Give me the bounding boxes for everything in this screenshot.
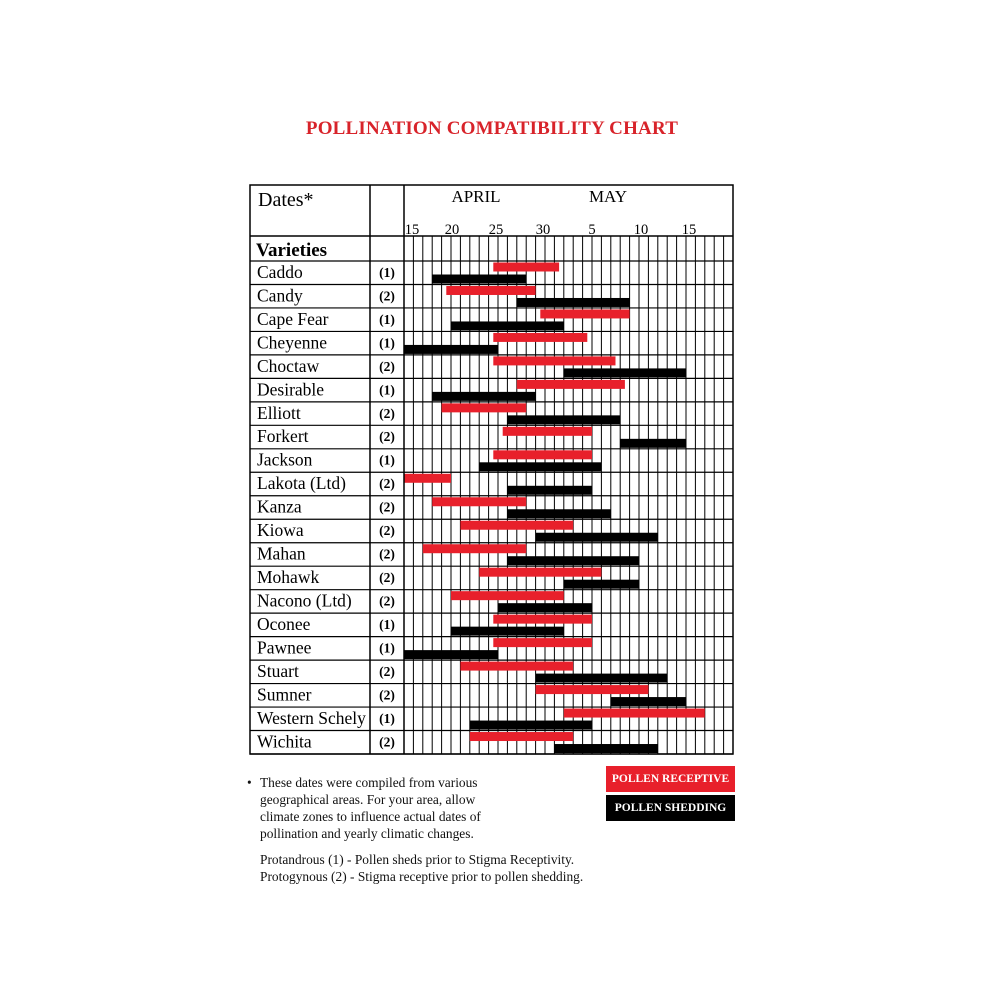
receptive-bar <box>451 591 564 600</box>
receptive-bar <box>493 615 592 624</box>
receptive-bar <box>404 474 451 483</box>
shedding-bar <box>404 345 498 354</box>
variety-type: (1) <box>379 382 395 398</box>
month-label: MAY <box>588 187 628 206</box>
tick-label: 30 <box>535 222 551 238</box>
shedding-bar <box>498 603 592 612</box>
tick-label: 15 <box>681 222 697 238</box>
legend-pollen-receptive: POLLEN RECEPTIVE <box>606 766 735 792</box>
receptive-bar <box>564 709 705 718</box>
shedding-bar <box>611 697 686 706</box>
variety-name: Forkert <box>257 426 309 447</box>
receptive-bar <box>493 450 592 459</box>
variety-name: Elliott <box>257 402 301 423</box>
variety-name: Cape Fear <box>257 308 329 329</box>
footnote-line: climate zones to influence actual dates of <box>260 809 481 824</box>
variety-type: (1) <box>379 640 395 656</box>
variety-type: (1) <box>379 452 395 468</box>
receptive-bar <box>517 380 625 389</box>
receptive-bar <box>432 497 526 506</box>
variety-name: Kiowa <box>257 520 304 541</box>
footnote-line: geographical areas. For your area, allow <box>260 792 476 807</box>
shedding-bar <box>517 298 630 307</box>
receptive-bar <box>536 685 649 694</box>
footnote-line: pollination and yearly climatic changes. <box>260 826 474 841</box>
variety-type: (1) <box>379 264 395 280</box>
variety-type: (2) <box>379 687 395 703</box>
variety-type: (1) <box>379 335 395 351</box>
shedding-bar <box>507 415 620 424</box>
protogynous-note: Protogynous (2) - Stigma receptive prior to pollen shedding. <box>260 869 584 884</box>
variety-name: Sumner <box>257 684 312 705</box>
shedding-bar <box>451 627 564 636</box>
variety-name: Nacono (Ltd) <box>257 590 352 611</box>
month-label: APRIL <box>451 187 501 206</box>
receptive-bar <box>460 662 573 671</box>
variety-name: Cheyenne <box>257 332 327 353</box>
shedding-bar <box>507 556 639 565</box>
variety-name: Desirable <box>257 379 325 400</box>
variety-name: Choctaw <box>257 355 320 376</box>
variety-type: (1) <box>379 710 395 726</box>
shedding-bar <box>536 533 658 542</box>
shedding-bar <box>470 721 592 730</box>
variety-type: (2) <box>379 546 395 562</box>
legend-pollen-shedding: POLLEN SHEDDING <box>606 795 735 821</box>
variety-type: (2) <box>379 499 395 515</box>
variety-name: Jackson <box>257 449 313 470</box>
variety-name: Oconee <box>257 614 311 635</box>
shedding-bar <box>479 462 601 471</box>
shedding-bar <box>432 392 535 401</box>
variety-name: Wichita <box>257 731 312 752</box>
shedding-bar <box>554 744 657 753</box>
tick-label: 10 <box>633 222 649 238</box>
receptive-bar <box>442 403 527 412</box>
receptive-bar <box>479 568 601 577</box>
dates-header: Dates* <box>258 189 314 211</box>
variety-type: (2) <box>379 593 395 609</box>
protandrous-note: Protandrous (1) - Pollen sheds prior to Stigma Receptivity. <box>260 852 575 867</box>
footnote-line: These dates were compiled from various <box>260 775 478 790</box>
variety-type: (2) <box>379 288 395 304</box>
shedding-bar <box>451 321 564 330</box>
shedding-bar <box>507 486 592 495</box>
chart-title: POLLINATION COMPATIBILITY CHART <box>305 118 679 139</box>
tick-label: 25 <box>488 222 504 238</box>
varieties-header: Varieties <box>256 240 328 261</box>
variety-name: Caddo <box>257 261 303 282</box>
variety-type: (2) <box>379 734 395 750</box>
variety-name: Pawnee <box>257 637 312 658</box>
receptive-bar <box>460 521 573 530</box>
shedding-bar <box>507 509 610 518</box>
tick-label: 5 <box>588 222 596 238</box>
receptive-bar <box>493 638 592 647</box>
variety-name: Mohawk <box>257 567 320 588</box>
variety-name: Candy <box>257 285 303 306</box>
shedding-bar <box>536 674 668 683</box>
receptive-bar <box>503 427 592 436</box>
shedding-bar <box>432 275 526 284</box>
tick-label: 20 <box>444 222 460 238</box>
bullet-marker: • <box>247 775 252 790</box>
variety-name: Kanza <box>257 496 302 517</box>
variety-type: (2) <box>379 663 395 679</box>
variety-type: (1) <box>379 311 395 327</box>
variety-name: Lakota (Ltd) <box>257 473 346 494</box>
variety-type: (2) <box>379 405 395 421</box>
variety-name: Mahan <box>257 543 306 564</box>
variety-type: (2) <box>379 429 395 445</box>
receptive-bar <box>493 263 559 272</box>
variety-type: (2) <box>379 358 395 374</box>
receptive-bar <box>493 356 615 365</box>
receptive-bar <box>540 309 629 318</box>
shedding-bar <box>404 650 498 659</box>
variety-type: (2) <box>379 570 395 586</box>
receptive-bar <box>446 286 535 295</box>
variety-name: Stuart <box>257 660 299 681</box>
receptive-bar <box>493 333 587 342</box>
receptive-bar <box>423 544 526 553</box>
tick-label: 15 <box>404 222 420 238</box>
variety-type: (2) <box>379 476 395 492</box>
shedding-bar <box>564 368 686 377</box>
variety-type: (2) <box>379 523 395 539</box>
shedding-bar <box>564 580 639 589</box>
receptive-bar <box>470 732 573 741</box>
variety-name: Western Schely <box>257 707 366 728</box>
variety-type: (1) <box>379 617 395 633</box>
type-definitions <box>260 851 583 885</box>
shedding-bar <box>620 439 686 448</box>
